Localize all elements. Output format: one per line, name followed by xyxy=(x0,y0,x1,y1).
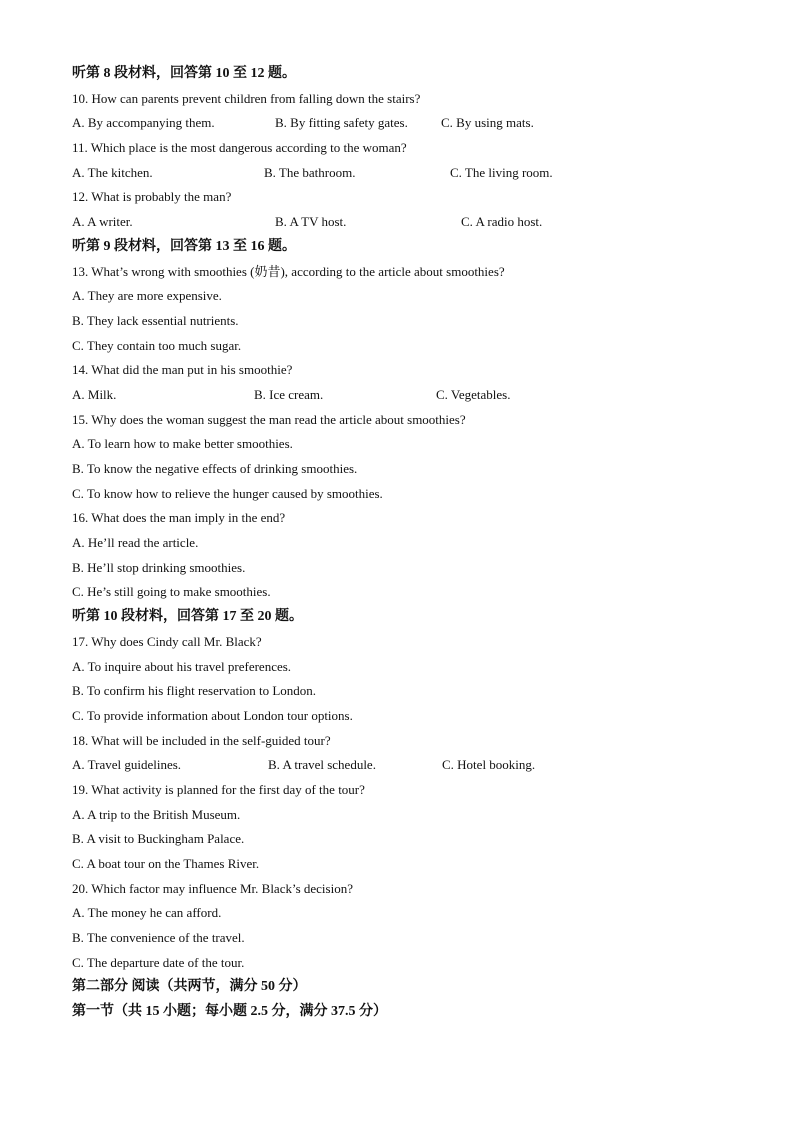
option-b: B. By fitting safety gates. xyxy=(275,115,408,131)
option-c: C. Hotel booking. xyxy=(442,757,536,773)
option-b: B. He’ll stop drinking smoothies. xyxy=(72,559,246,575)
section-heading-9: 听第 9 段材料，回答第 13 至 16 题。 xyxy=(72,238,296,254)
option-c: C. The living room. xyxy=(450,164,553,180)
option-c: C. By using mats. xyxy=(441,115,534,131)
option-b: B. A visit to Buckingham Palace. xyxy=(72,831,245,847)
question-14: 14. What did the man put in his smoothie? xyxy=(72,362,293,378)
document-page xyxy=(72,62,752,1025)
option-c: C. Vegetables. xyxy=(436,386,511,402)
option-a: A. A writer. xyxy=(72,214,133,230)
option-c: C. A radio host. xyxy=(461,214,543,230)
option-a: A. To learn how to make better smoothies. xyxy=(72,436,293,452)
section-heading-8: 听第 8 段材料，回答第 10 至 12 题。 xyxy=(72,66,296,81)
option-a: A. A trip to the British Museum. xyxy=(72,806,241,822)
section-one-heading: 第一节（共 15 小题；每小题 2.5 分，满分 37.5 分） xyxy=(72,1004,387,1020)
options-14 xyxy=(72,383,752,408)
question-15: 15. Why does the woman suggest the man read the article about smoothies? xyxy=(72,411,466,427)
option-b: B. A travel schedule. xyxy=(268,757,376,773)
option-b: B. To confirm his flight reservation to London. xyxy=(72,683,317,699)
options-18 xyxy=(72,753,752,778)
option-c: C. They contain too much sugar. xyxy=(72,337,242,353)
option-a: A. He’ll read the article. xyxy=(72,535,199,551)
part-two-heading: 第二部分 阅读（共两节，满分 50 分） xyxy=(72,979,307,995)
question-12: 12. What is probably the man? xyxy=(72,189,232,205)
question-20: 20. Which factor may influence Mr. Black’s decision? xyxy=(72,880,353,896)
option-b: B. The convenience of the travel. xyxy=(72,930,245,946)
options-11 xyxy=(72,161,752,186)
question-10: 10. How can parents prevent children from falling down the stairs? xyxy=(72,90,421,106)
question-16: 16. What does the man imply in the end? xyxy=(72,510,286,526)
option-c: C. To provide information about London tour options. xyxy=(72,707,353,723)
options-12 xyxy=(72,210,752,235)
question-17: 17. Why does Cindy call Mr. Black? xyxy=(72,633,262,649)
option-a: A. The money he can afford. xyxy=(72,905,222,921)
option-b: B. To know the negative effects of drinking smoothies. xyxy=(72,461,358,476)
question-19: 19. What activity is planned for the first day of the tour? xyxy=(72,781,365,797)
option-a: A. By accompanying them. xyxy=(72,115,215,131)
option-a: A. Travel guidelines. xyxy=(72,757,182,773)
option-a: A. Milk. xyxy=(72,386,117,402)
option-b: B. They lack essential nutrients. xyxy=(72,312,239,328)
option-c: C. The departure date of the tour. xyxy=(72,954,245,970)
question-13: 13. What’s wrong with smoothies (奶昔), according to the article about smoothies? xyxy=(72,263,505,279)
option-c: C. A boat tour on the Thames River. xyxy=(72,856,260,871)
question-18: 18. What will be included in the self-guided tour? xyxy=(72,732,331,748)
option-c: C. He’s still going to make smoothies. xyxy=(72,584,271,600)
option-a: A. To inquire about his travel preferences. xyxy=(72,658,292,674)
option-b: B. A TV host. xyxy=(275,214,347,230)
section-heading-10: 听第 10 段材料，回答第 17 至 20 题。 xyxy=(72,609,303,625)
option-b: B. The bathroom. xyxy=(264,164,356,180)
option-a: A. They are more expensive. xyxy=(72,288,222,304)
option-a: A. The kitchen. xyxy=(72,164,153,180)
option-c: C. To know how to relieve the hunger caused by smoothies. xyxy=(72,485,383,501)
question-11: 11. Which place is the most dangerous according to the woman? xyxy=(72,140,407,156)
option-b: B. Ice cream. xyxy=(254,386,324,402)
options-10 xyxy=(72,111,752,136)
